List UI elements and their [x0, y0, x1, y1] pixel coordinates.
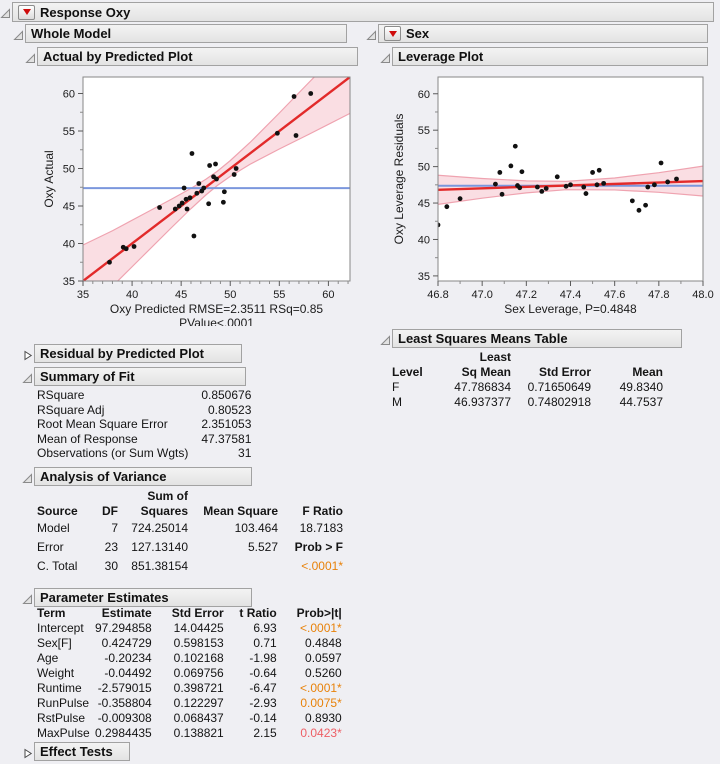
outline-whole-model [25, 24, 347, 43]
data-point[interactable] [595, 182, 600, 187]
data-point[interactable] [214, 177, 219, 182]
table-row [37, 433, 253, 448]
disclosure-open-icon[interactable] [25, 51, 36, 62]
table-header-row [37, 504, 345, 519]
outline-title: Sex [406, 26, 430, 41]
table-cell: 0.5260 [305, 665, 342, 680]
outline-header[interactable] [392, 329, 682, 348]
table-cell: Model [37, 520, 70, 535]
x-tick-label: 35 [76, 289, 90, 301]
table-cell: 724.25014 [131, 520, 188, 535]
data-point[interactable] [213, 162, 218, 167]
y-tick-label: 55 [417, 125, 430, 138]
table-cell: Runtime [37, 680, 82, 695]
table-cell: -2.93 [249, 695, 277, 710]
table-row [37, 404, 253, 419]
table-cell: Term [37, 605, 66, 620]
data-point[interactable] [444, 204, 449, 209]
table-cell: 0.122297 [173, 695, 224, 710]
x-tick-label: 48.0 [692, 289, 714, 301]
table-cell: -0.358804 [97, 695, 152, 710]
disclosure-open-icon[interactable] [22, 371, 33, 382]
data-point[interactable] [500, 192, 505, 197]
table-cell: -1.98 [249, 650, 277, 665]
outline-leverage-plot [392, 47, 708, 66]
parameter-estimates-table [37, 606, 344, 741]
x-axis-label: Sex Leverage, P=0.4848 [504, 302, 637, 316]
outline-header[interactable] [34, 344, 242, 363]
table-cell: Squares [140, 503, 188, 518]
table-cell: 0.0597 [305, 650, 342, 665]
table-cell: 0.71 [253, 635, 277, 650]
table-cell: 7 [111, 520, 118, 535]
data-point[interactable] [652, 182, 657, 187]
table-cell: -0.04492 [104, 665, 152, 680]
data-point[interactable] [206, 201, 211, 206]
table-cell [190, 489, 280, 504]
table-cell: 46.937377 [454, 394, 511, 409]
table-cell: 0.850676 [201, 388, 252, 403]
data-point[interactable] [544, 186, 549, 191]
disclosure-open-icon[interactable] [366, 28, 377, 39]
table-cell: 18.7183 [299, 520, 343, 535]
x-tick-label: 45 [175, 289, 188, 301]
disclosure-open-icon[interactable] [22, 592, 33, 603]
table-cell: Root Mean Square Error [37, 417, 168, 432]
table-cell: Mean Square [203, 503, 278, 518]
table-row [37, 418, 253, 433]
table-cell: 0.102168 [173, 650, 224, 665]
table-cell: -6.47 [249, 680, 277, 695]
table-cell: RSquare Adj [37, 402, 105, 417]
data-point[interactable] [643, 203, 648, 208]
outline-title: Parameter Estimates [40, 590, 169, 605]
disclosure-closed-icon[interactable] [22, 348, 33, 359]
data-point[interactable] [182, 186, 187, 191]
table-cell: Observations (or Sum Wgts) [37, 446, 189, 461]
table-cell: RunPulse [37, 695, 90, 710]
table-header-row [392, 350, 665, 365]
data-point[interactable] [132, 244, 137, 249]
table-cell: 97.294858 [95, 620, 152, 635]
data-point[interactable] [201, 186, 206, 191]
table-cell: <.0001* [300, 620, 342, 635]
y-tick-label: 45 [417, 198, 430, 211]
table-row [37, 651, 344, 666]
data-point[interactable] [308, 91, 313, 96]
data-point[interactable] [234, 166, 239, 171]
data-point[interactable] [107, 260, 112, 265]
table-cell: Age [37, 650, 59, 665]
table-cell: Error [37, 539, 64, 554]
outline-title: Leverage Plot [398, 49, 484, 64]
table-row [37, 636, 344, 651]
outline-header[interactable] [25, 24, 347, 43]
x-tick-label: 47.2 [515, 289, 538, 301]
table-row [37, 726, 344, 741]
table-row [37, 557, 345, 576]
y-axis-label: Oxy Actual [42, 150, 56, 208]
outline-title: Analysis of Variance [40, 469, 167, 484]
table-cell: 0.598153 [173, 635, 224, 650]
data-point[interactable] [645, 185, 650, 190]
data-point[interactable] [196, 181, 201, 186]
table-cell: -0.009308 [97, 710, 152, 725]
data-point[interactable] [190, 151, 195, 156]
data-point[interactable] [517, 185, 522, 190]
table-row [37, 447, 253, 462]
outline-header[interactable] [34, 467, 252, 486]
table-cell: Sum of [147, 488, 188, 503]
data-point[interactable] [601, 181, 606, 186]
table-row [37, 696, 344, 711]
x-tick-label: 60 [322, 289, 335, 301]
table-cell: RSquare [37, 388, 85, 403]
y-tick-label: 50 [62, 163, 75, 176]
table-cell: 0.424729 [101, 635, 152, 650]
data-point[interactable] [637, 208, 642, 213]
disclosure-open-icon[interactable] [380, 333, 391, 344]
disclosure-open-icon[interactable] [380, 51, 391, 62]
y-tick-label: 55 [62, 126, 75, 138]
table-cell: Estimate [101, 605, 152, 620]
table-cell: 0.74802918 [527, 394, 591, 409]
disclosure-open-icon[interactable] [0, 6, 11, 17]
data-point[interactable] [221, 200, 226, 205]
data-point[interactable] [458, 196, 463, 201]
table-cell: 49.8340 [619, 379, 663, 394]
data-point[interactable] [207, 163, 212, 168]
data-point[interactable] [157, 205, 162, 210]
table-cell: 5.527 [247, 539, 278, 554]
y-tick-label: 50 [417, 161, 430, 174]
outline-effect-tests [34, 742, 130, 761]
outline-title: Least Squares Means Table [398, 331, 568, 346]
actual-by-predicted-plot[interactable] [40, 68, 360, 326]
data-point[interactable] [674, 177, 679, 182]
table-cell: 14.04425 [173, 620, 224, 635]
x-axis-label-line2: PValue<.0001 [179, 316, 254, 326]
table-cell: 23 [104, 539, 118, 554]
outline-title: Whole Model [31, 26, 112, 41]
x-tick-label: 47.6 [603, 289, 626, 301]
summary-of-fit-table [37, 389, 253, 462]
red-triangle-menu-icon[interactable] [384, 26, 401, 41]
disclosure-open-icon[interactable] [13, 28, 24, 39]
table-cell: Source [37, 503, 78, 518]
data-point[interactable] [520, 169, 525, 174]
data-point[interactable] [294, 133, 299, 138]
outline-header[interactable] [34, 367, 246, 386]
table-cell: 0.8930 [305, 710, 342, 725]
table-cell: 47.786834 [454, 379, 511, 394]
outline-header[interactable] [12, 2, 714, 22]
outline-analysis-of-variance [34, 467, 252, 486]
least-squares-means-table [392, 350, 665, 410]
table-cell: Std Error [171, 605, 224, 620]
data-point[interactable] [659, 161, 664, 166]
table-cell: Mean of Response [37, 431, 138, 446]
data-point[interactable] [192, 234, 197, 239]
table-cell: 0.398721 [173, 680, 224, 695]
table-row [37, 519, 345, 538]
x-tick-label: 47.8 [648, 289, 670, 301]
table-cell: 30 [104, 558, 118, 573]
outline-parameter-estimates [34, 588, 252, 607]
y-axis-label: Oxy Leverage Residuals [392, 113, 406, 245]
outline-title: Actual by Predicted Plot [43, 49, 193, 64]
table-cell: Mean [632, 364, 663, 379]
data-point[interactable] [180, 201, 185, 206]
data-point[interactable] [275, 131, 280, 136]
table-cell: 2.15 [253, 725, 277, 740]
outline-header[interactable] [37, 47, 358, 66]
data-point[interactable] [173, 207, 178, 212]
table-cell: t Ratio [239, 605, 277, 620]
y-tick-label: 60 [62, 88, 75, 101]
x-tick-label: 46.8 [427, 289, 449, 301]
table-cell: Sq Mean [461, 364, 511, 379]
y-tick-label: 40 [417, 234, 430, 247]
disclosure-closed-icon[interactable] [22, 746, 33, 757]
table-cell: 0.71650649 [527, 379, 591, 394]
y-tick-label: 35 [417, 270, 430, 283]
data-point[interactable] [493, 182, 498, 187]
table-row [392, 380, 665, 395]
data-point[interactable] [564, 184, 569, 189]
outline-lsm-table [392, 329, 682, 348]
table-cell: <.0001* [301, 558, 343, 573]
data-point[interactable] [497, 170, 502, 175]
table-cell: 127.13140 [131, 539, 188, 554]
outline-header[interactable] [34, 588, 252, 607]
table-cell: -0.64 [249, 665, 277, 680]
data-point[interactable] [555, 174, 560, 179]
red-triangle-menu-icon[interactable] [18, 5, 35, 20]
x-tick-label: 55 [273, 289, 286, 301]
table-cell: F Ratio [302, 503, 343, 518]
table-cell [92, 489, 120, 504]
table-cell: 0.069756 [173, 665, 224, 680]
table-header-row [37, 489, 345, 504]
table-cell: Prob > F [294, 539, 343, 554]
table-cell: 47.37581 [201, 431, 252, 446]
data-point[interactable] [584, 191, 589, 196]
y-tick-label: 60 [417, 88, 430, 101]
table-row [392, 395, 665, 410]
table-header-row [37, 606, 344, 621]
outline-title: Summary of Fit [40, 369, 135, 384]
data-point[interactable] [590, 170, 595, 175]
outline-header[interactable] [378, 24, 708, 43]
y-tick-label: 45 [62, 201, 75, 213]
table-cell: C. Total [37, 558, 78, 573]
y-tick-label: 35 [62, 276, 75, 288]
table-cell: Least [479, 349, 511, 364]
table-cell: RstPulse [37, 710, 86, 725]
table-cell: Weight [37, 665, 75, 680]
table-cell: MaxPulse [37, 725, 90, 740]
data-point[interactable] [535, 185, 540, 190]
table-cell [513, 350, 593, 365]
x-tick-label: 50 [224, 289, 237, 301]
table-cell [280, 489, 345, 504]
x-tick-label: 40 [125, 289, 139, 301]
data-point[interactable] [513, 144, 518, 149]
table-cell: Level [392, 364, 423, 379]
data-point[interactable] [665, 180, 670, 185]
x-tick-label: 47.0 [471, 289, 493, 301]
outline-response-oxy [12, 2, 714, 22]
data-point[interactable] [539, 189, 544, 194]
table-row [37, 681, 344, 696]
table-cell: Sex[F] [37, 635, 72, 650]
data-point[interactable] [292, 94, 297, 99]
outline-header[interactable] [392, 47, 708, 66]
table-cell [190, 557, 280, 576]
data-point[interactable] [232, 172, 237, 177]
table-cell: -2.579015 [97, 680, 152, 695]
outline-summary-of-fit [34, 367, 246, 386]
table-cell [392, 350, 440, 365]
table-cell: -0.14 [249, 710, 277, 725]
table-cell: 0.0423* [300, 725, 342, 740]
table-cell: M [392, 394, 402, 409]
table-cell: Intercept [37, 620, 84, 635]
table-cell: 31 [238, 446, 252, 461]
data-point[interactable] [508, 163, 513, 168]
outline-title: Residual by Predicted Plot [40, 346, 204, 361]
data-point[interactable] [222, 189, 227, 194]
data-point[interactable] [581, 185, 586, 190]
table-cell: -0.20234 [104, 650, 152, 665]
table-cell: Prob>|t| [296, 605, 342, 620]
table-cell: 0.138821 [173, 725, 224, 740]
table-cell [593, 350, 665, 365]
table-cell: 0.0075* [300, 695, 342, 710]
table-cell: 0.4848 [305, 635, 342, 650]
table-cell: F [392, 379, 400, 394]
table-cell: 103.464 [234, 520, 278, 535]
table-header-row [392, 365, 665, 380]
table-cell: 0.80523 [207, 402, 252, 417]
table-cell [37, 489, 92, 504]
data-point[interactable] [124, 246, 129, 251]
y-tick-label: 40 [62, 238, 75, 251]
data-point[interactable] [630, 198, 635, 203]
data-point[interactable] [188, 195, 193, 200]
outline-actual-by-predicted [37, 47, 358, 66]
data-point[interactable] [597, 168, 602, 173]
table-row [37, 666, 344, 681]
outline-title: Effect Tests [40, 744, 113, 759]
outline-residual-by-predicted [34, 344, 242, 363]
table-cell: 0.068437 [173, 710, 224, 725]
table-cell: 851.38154 [131, 558, 188, 573]
table-cell: 0.2984435 [95, 725, 152, 740]
outline-sex [378, 24, 708, 43]
table-row [37, 711, 344, 726]
outline-header[interactable] [34, 742, 130, 761]
table-cell: 44.7537 [619, 394, 663, 409]
table-cell: DF [102, 503, 118, 518]
table-row [37, 389, 253, 404]
sex-leverage-plot[interactable] [390, 68, 718, 326]
anova-table [37, 489, 345, 576]
table-row [37, 621, 344, 636]
data-point[interactable] [194, 191, 199, 196]
x-tick-label: 47.4 [559, 289, 582, 301]
table-cell: Std Error [538, 364, 591, 379]
data-point[interactable] [568, 182, 573, 187]
table-row [37, 538, 345, 557]
outline-title: Response Oxy [40, 4, 131, 20]
disclosure-open-icon[interactable] [22, 471, 33, 482]
data-point[interactable] [185, 207, 190, 212]
table-cell: 6.93 [253, 620, 277, 635]
table-cell: <.0001* [300, 680, 342, 695]
table-cell: 2.351053 [201, 417, 252, 432]
x-axis-label: Oxy Predicted RMSE=2.3511 RSq=0.85 [109, 302, 324, 316]
